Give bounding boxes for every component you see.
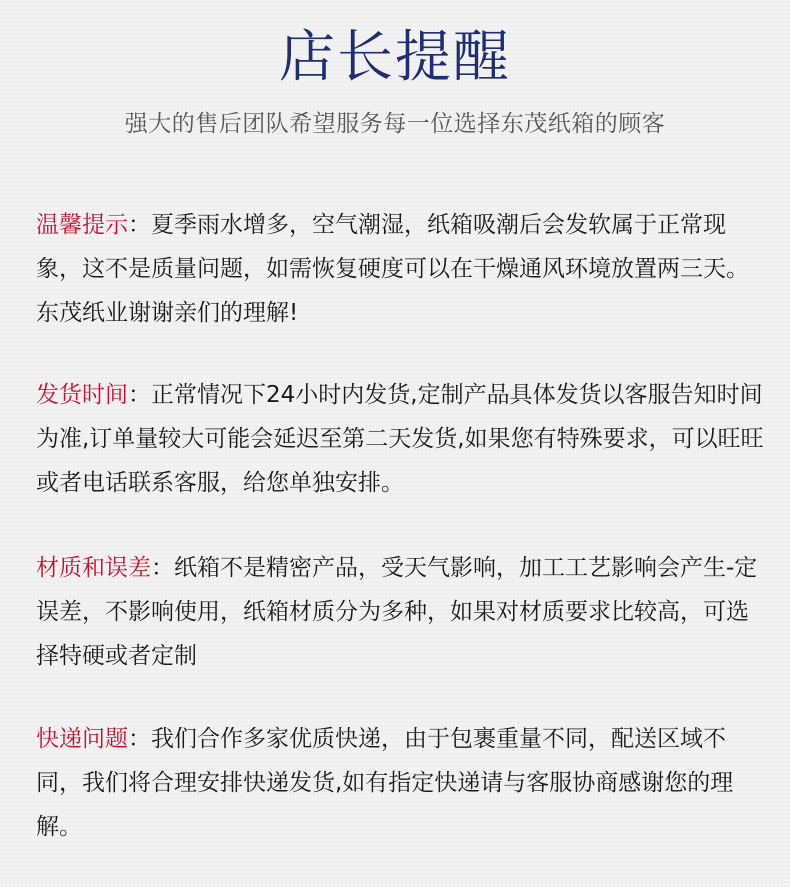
section-label: 温馨提示 <box>36 212 128 238</box>
section-text: 正常情况下24小时内发货,定制产品具体发货以客服告知时间为准,订单量较大可能会延迟至第二天发货,如果您有特殊要求，可以旺旺或者电话联系客服，给您单独安排。 <box>36 382 764 496</box>
notice-section-tips <box>36 203 771 335</box>
section-label: 快递问题 <box>36 726 128 752</box>
section-colon: ： <box>128 726 151 752</box>
section-label: 材质和误差 <box>36 555 151 581</box>
section-text: 我们合作多家优质快递，由于包裹重量不同，配送区域不同，我们将合理安排快递发货,如有指定快递请与客服协商感谢您的理解。 <box>36 726 734 840</box>
page-subtitle: 强大的售后团队希望服务每一位选择东茂纸箱的顾客 <box>124 111 666 137</box>
notice-section-material-tolerance <box>36 546 771 678</box>
notice-section-shipping-time <box>36 373 771 505</box>
section-colon: ： <box>128 382 151 408</box>
section-colon: ： <box>151 555 174 581</box>
section-text: 纸箱不是精密产品，受天气影响，加工工艺影响会产生-定误差，不影响使用，纸箱材质分为多种，如果对材质要求比较高，可选择特硬或者定制 <box>36 555 758 669</box>
section-text: 夏季雨水增多，空气潮湿，纸箱吸潮后会发软属于正常现象，这不是质量问题，如需恢复硬度可以在干燥通风环境放置两三天。东茂纸业谢谢亲们的理解! <box>36 212 749 326</box>
section-colon: ： <box>128 212 151 238</box>
notice-section-delivery <box>36 717 771 849</box>
page-title: 店长提醒 <box>279 25 511 90</box>
header <box>0 18 790 142</box>
section-label: 发货时间 <box>36 382 128 408</box>
